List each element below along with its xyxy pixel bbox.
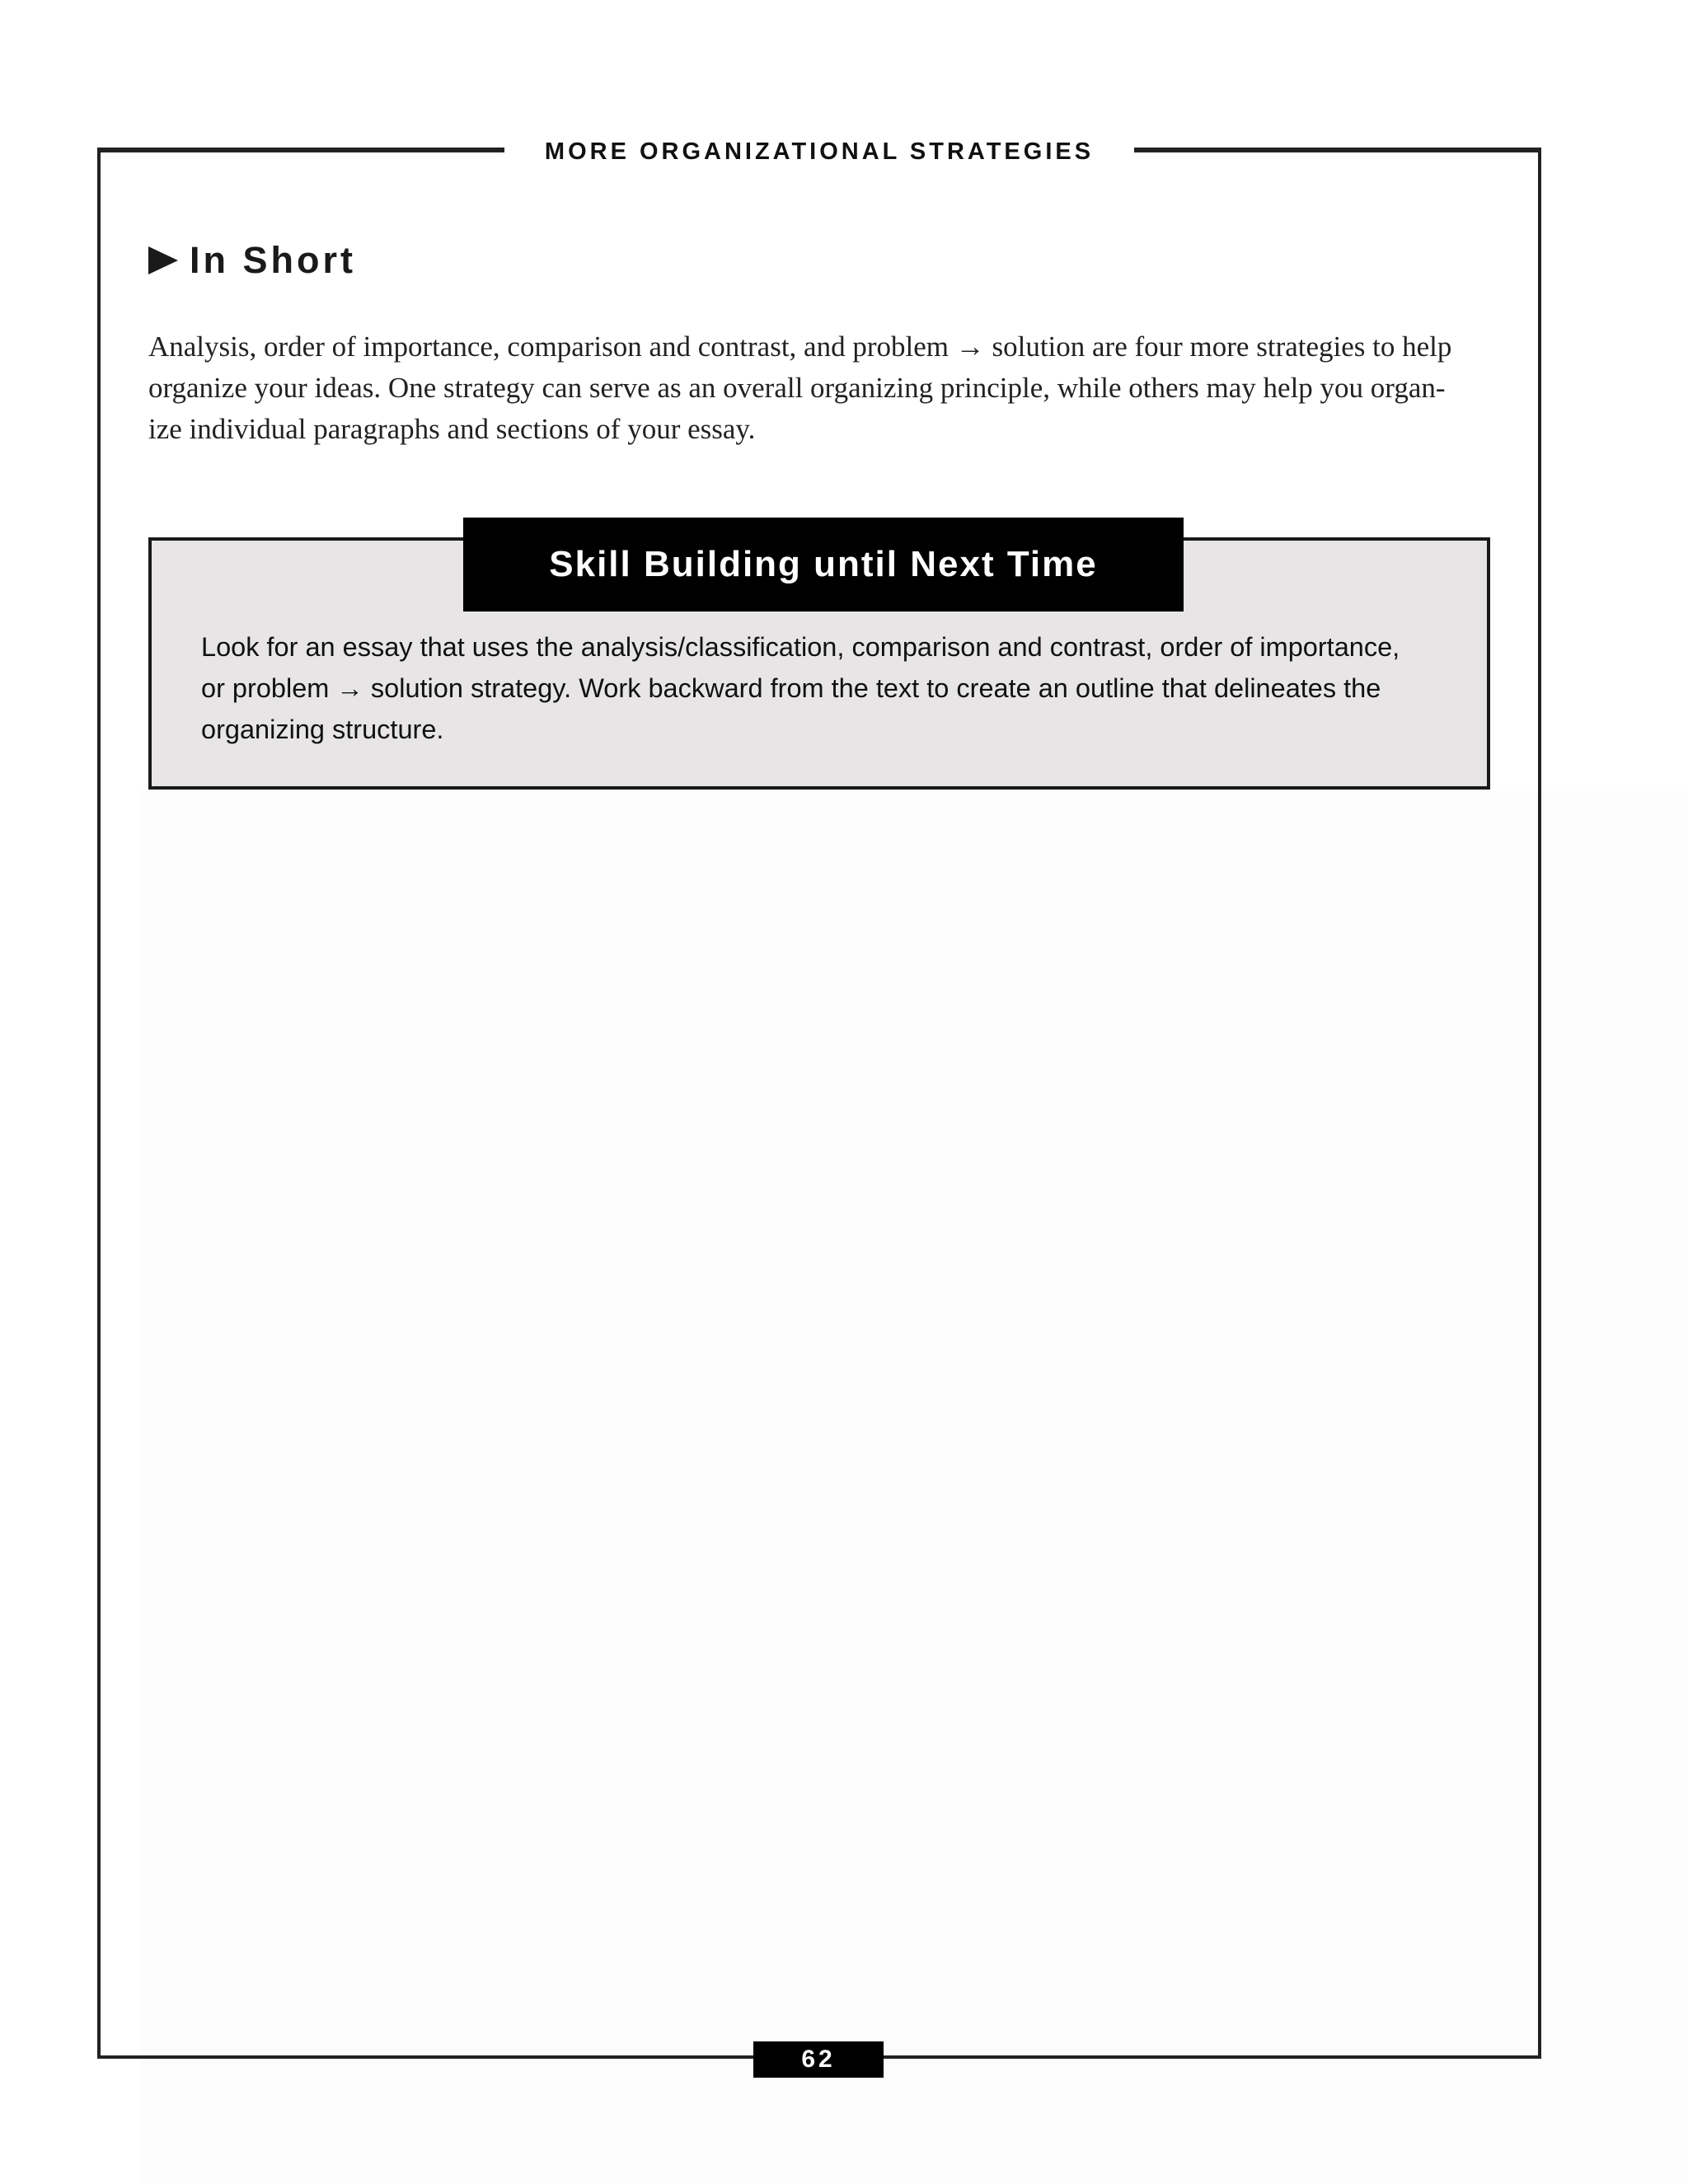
skill-building-text <box>201 626 1454 750</box>
header-rule-right <box>1134 148 1541 152</box>
skill-building-line: Look for an essay that uses the analysis/classification, comparison and contrast, order of importance, <box>201 632 1400 662</box>
page-number: 62 <box>753 2041 884 2078</box>
summary-paragraph <box>148 326 1492 450</box>
header-rule-left <box>97 148 504 152</box>
summary-line: ize individual paragraphs and sections of your essay. <box>148 413 756 445</box>
skill-building-line: organizing structure. <box>201 715 444 744</box>
running-head: MORE ORGANIZATIONAL STRATEGIES <box>544 138 1095 165</box>
section-heading <box>148 239 356 282</box>
summary-line: Analysis, order of importance, comparison and contrast, and problem → solution are four more strategies to help <box>148 330 1452 363</box>
skill-building-title: Skill Building until Next Time <box>463 518 1184 612</box>
section-heading-text: In Short <box>190 239 356 281</box>
play-triangle-icon <box>148 246 178 274</box>
summary-line: organize your ideas. One strategy can serve as an overall organizing principle, while others may help you organ- <box>148 372 1446 404</box>
skill-building-line: or problem → solution strategy. Work backward from the text to create an outline that delineates the <box>201 673 1381 703</box>
